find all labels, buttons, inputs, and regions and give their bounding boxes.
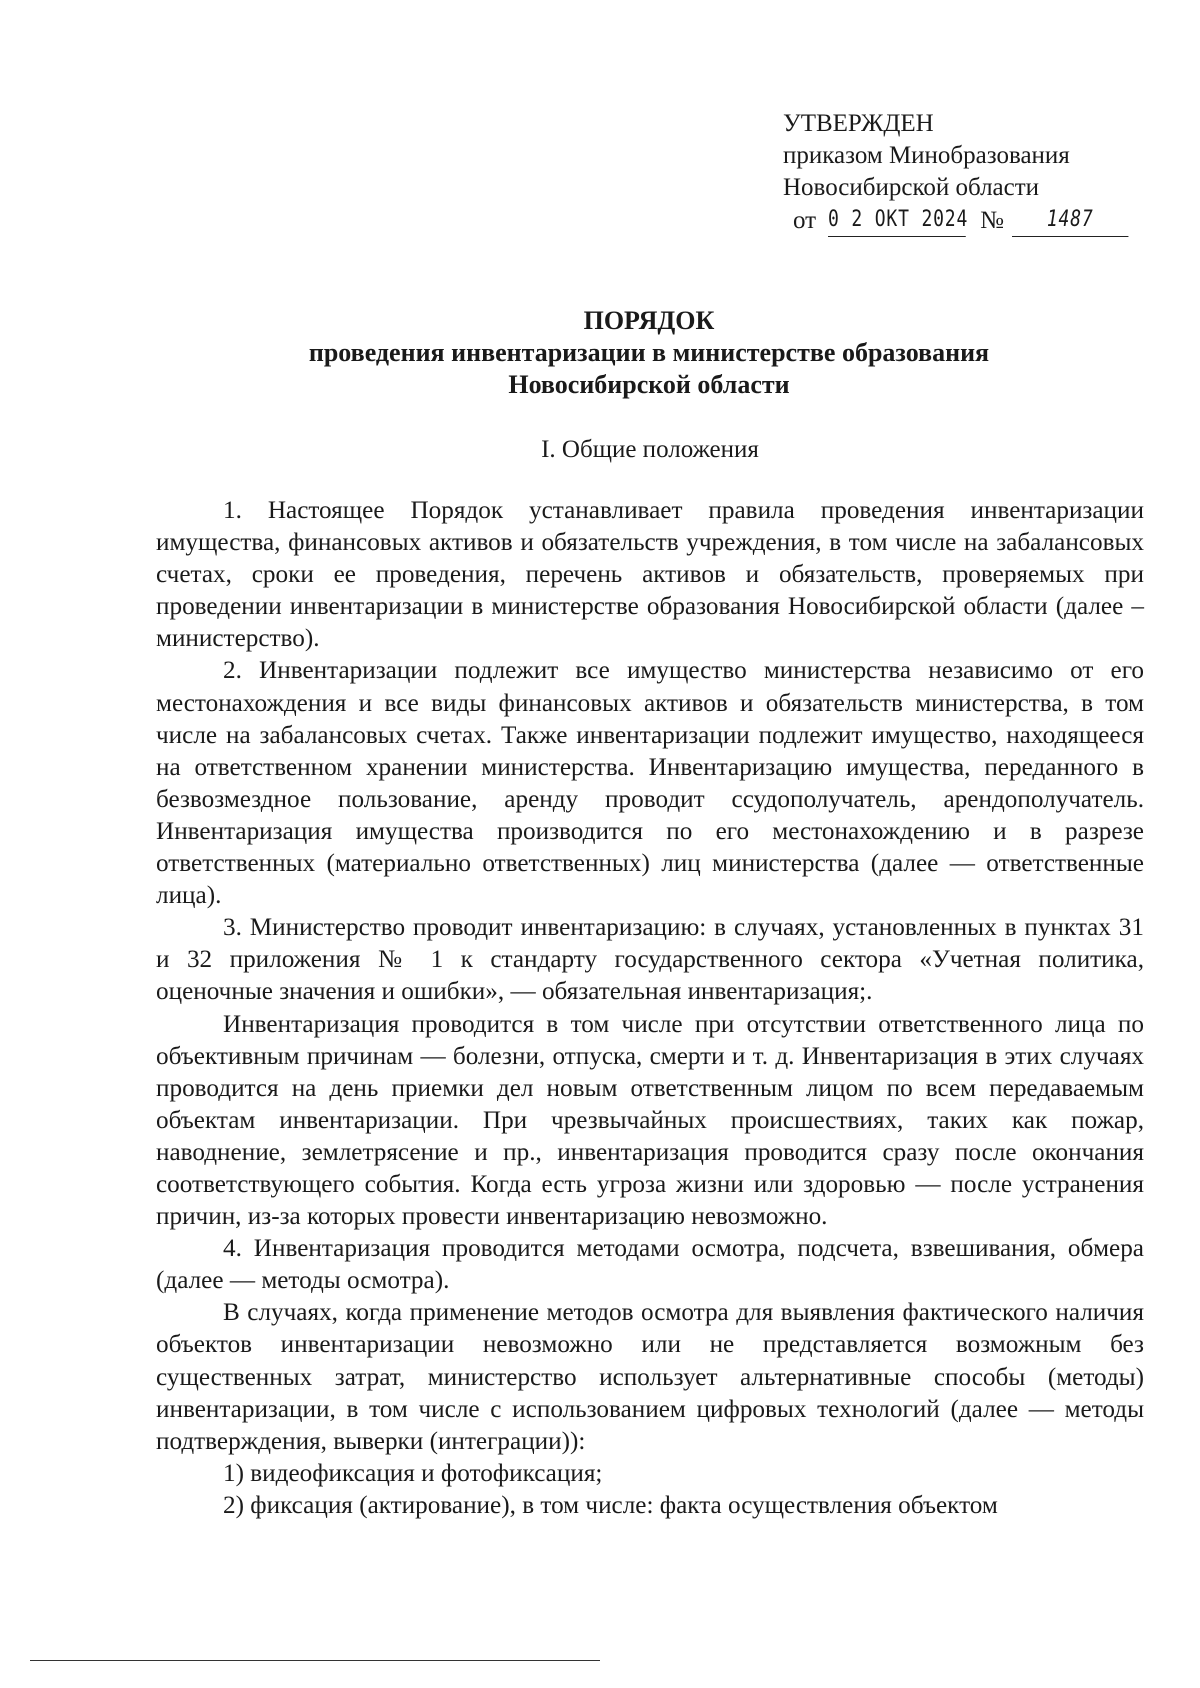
paragraph: 1) видеофиксация и фотофиксация; — [223, 1459, 603, 1487]
approval-region-line: Новосибирской области — [783, 174, 1040, 201]
number-label: № — [980, 207, 1004, 234]
title-heading: ПОРЯДОК — [583, 306, 715, 335]
approval-stamp — [783, 108, 1154, 237]
section-heading: I. Общие положения — [541, 436, 759, 463]
approval-date-line — [793, 204, 1154, 237]
paragraph: 1. Настоящее Порядок устанавливает правила проведения инвентаризации имущества, финансовых активов и обязательств учреждения, в том числе на забалансовых счетах, сроки ее проведения, перечень активов и обязательств, проверяемых при проведении инвентаризации в министерстве образования Новосибирской области (далее – министерство). — [156, 497, 1144, 653]
footnote-divider — [30, 1660, 600, 1661]
paragraph: Инвентаризация проводится в том числе при отсутствии ответственного лица по объективным причинам — болезни, отпуска, смерти и т. д. Инвентаризация в этих случаях проводится на день приемки дел новым ответственным лицом по всем передаваемым объектам инвентаризации. При чрезвычайных происшествиях, таких как пожар, наводнение, землетрясение и пр., инвентаризация проводится сразу после окончания соответствующего события. Когда есть угроза жизни или здоровью — после устранения причин, из-за которых провести инвентаризацию невозможно. — [156, 1010, 1144, 1231]
approval-order-line: приказом Минобразования — [783, 142, 1070, 169]
paragraph: 2) фиксация (актирование), в том числе: факта осуществления объектом — [223, 1491, 998, 1519]
document-body — [156, 495, 1144, 1522]
paragraph: 4. Инвентаризация проводится методами осмотра, подсчета, взвешивания, обмера (далее — методы осмотра). — [156, 1235, 1144, 1295]
approval-status: УТВЕРЖДЕН — [783, 110, 934, 137]
order-number: 1487 — [1012, 204, 1128, 237]
title-subtitle-line1: проведения инвентаризации в министерстве образования — [308, 338, 990, 367]
order-date: 0 2 ОКТ 2024 — [828, 204, 966, 237]
paragraph: 3. Министерство проводит инвентаризацию: в случаях, установленных в пунктах 31 и 32 приложения № 1 к стандарту государственного сектора «Учетная политика, оценочные значения и ошибки», — обязательная инвентаризация;. — [156, 914, 1144, 1006]
date-prefix: от — [793, 207, 817, 234]
paragraph: В случаях, когда применение методов осмотра для выявления фактического наличия объектов инвентаризации невозможно или не представляется возможным без существенных затрат, министерство использует альтернативные способы (методы) инвентаризации, в том числе с использованием цифровых технологий (далее — методы подтверждения, выверки (интеграции)): — [156, 1299, 1144, 1455]
paragraph: 2. Инвентаризации подлежит все имущество министерства независимо от его местонахождения и все виды финансовых активов и обязательств министерства, в том числе на забалансовых счетах. Также инвентаризации подлежит имущество, находящееся на ответственном хранении министерства. Инвентаризацию имущества, переданного в безвозмездное пользование, аренду проводит ссудополучатель, арендополучатель. Инвентаризация имущества производится по его местонахождению и в разрезе ответственных (материально ответственных) лиц министерства (далее — ответственные лица). — [156, 657, 1144, 910]
title-subtitle-line2: Новосибирской области — [508, 370, 790, 399]
document-title — [0, 305, 1200, 401]
